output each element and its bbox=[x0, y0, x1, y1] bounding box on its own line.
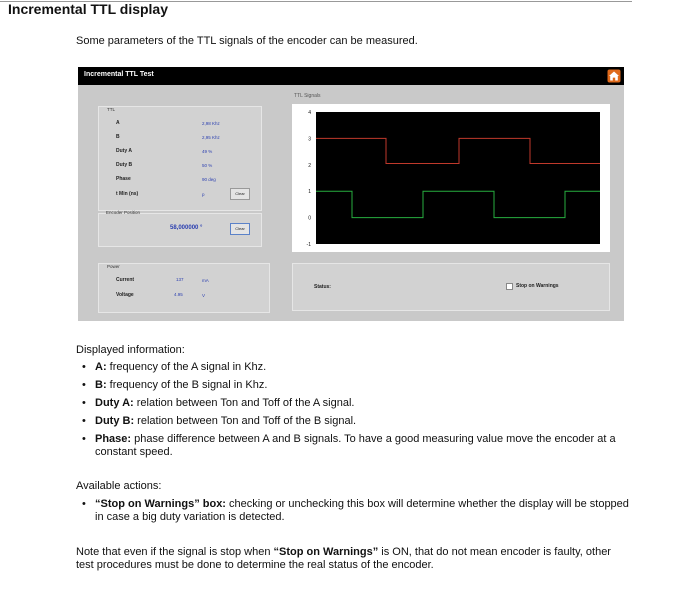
power-group-label: Power bbox=[107, 264, 120, 269]
signals-svg bbox=[292, 104, 610, 252]
info-item-term: B: bbox=[95, 379, 107, 391]
plot-area bbox=[316, 112, 600, 244]
intro-text: Some parameters of the TTL signals of the encoder can be measured. bbox=[76, 35, 418, 47]
displayed-info-list bbox=[76, 361, 631, 464]
info-item-term: A: bbox=[95, 361, 107, 373]
ttl-row-label: B bbox=[116, 134, 120, 140]
ttl-row-value: 2,98 Khz bbox=[202, 121, 220, 126]
info-item-desc: relation between Ton and Toff of the B signal. bbox=[134, 415, 357, 427]
ttl-row-label: A bbox=[116, 120, 120, 126]
info-item-term: Phase: bbox=[95, 433, 132, 445]
encoder-position-value: 58,000000 ° bbox=[170, 225, 203, 231]
note-before: Note that even if the signal is stop when bbox=[76, 546, 274, 558]
info-item-desc: frequency of the A signal in Khz. bbox=[106, 361, 267, 373]
y-tick-label: 3 bbox=[308, 136, 311, 143]
note-bold: “Stop on Warnings” bbox=[273, 546, 379, 558]
voltage-unit: V bbox=[202, 293, 206, 298]
stop-on-warnings-label[interactable]: Stop on Warnings bbox=[516, 283, 559, 289]
info-item-desc: phase difference between A and B signals. To have a good measuring value move the encoder at a constant speed. bbox=[95, 433, 616, 458]
y-tick-label: 1 bbox=[308, 189, 311, 196]
info-item-desc: relation between Ton and Toff of the A signal. bbox=[133, 397, 355, 409]
y-tick-label: -1 bbox=[306, 242, 311, 248]
ttl-test-screenshot bbox=[78, 67, 624, 321]
window-title: Incremental TTL Test bbox=[84, 71, 154, 78]
note-after: is ON, that do not mean encoder is faulty, other test procedures must be done to determine the real status of the encoder. bbox=[76, 546, 611, 571]
ttl-row-value: 49 % bbox=[202, 149, 213, 154]
available-actions-list bbox=[76, 498, 631, 529]
y-tick-label: 0 bbox=[308, 215, 311, 222]
stop-on-warnings-checkbox[interactable] bbox=[506, 283, 513, 290]
displayed-info-heading: Displayed information: bbox=[76, 344, 185, 356]
y-tick-label: 2 bbox=[308, 162, 311, 169]
signals-title: TTL Signals bbox=[294, 93, 321, 99]
current-label: Current bbox=[116, 277, 135, 283]
ttl-row-value: p bbox=[202, 192, 205, 197]
current-value: 137 bbox=[176, 277, 184, 282]
voltage-label: Voltage bbox=[116, 292, 134, 298]
ttl-row-value: 90 deg bbox=[202, 177, 216, 182]
ttl-row-label: t Min (ns) bbox=[116, 191, 139, 197]
info-item-term: Duty A: bbox=[95, 397, 134, 409]
clear-tmin-button[interactable]: Clear bbox=[230, 188, 250, 200]
info-item bbox=[76, 433, 631, 459]
action-item-term: “Stop on Warnings” box: bbox=[95, 498, 226, 510]
info-item bbox=[76, 361, 631, 374]
voltage-value: 4.95 bbox=[174, 292, 183, 297]
action-item-desc: checking or unchecking this box will determine whether the display will be stopped in case a big duty variation is detected. bbox=[95, 498, 629, 523]
window-titlebar bbox=[78, 67, 624, 85]
info-item-desc: frequency of the B signal in Khz. bbox=[106, 379, 268, 391]
status-label: Status: bbox=[314, 284, 331, 290]
note-text bbox=[76, 546, 631, 572]
home-icon[interactable] bbox=[607, 69, 621, 83]
y-tick-label: 4 bbox=[308, 110, 311, 116]
ttl-row-value: 50 % bbox=[202, 163, 213, 168]
ttl-row-label: Phase bbox=[116, 176, 131, 182]
power-group bbox=[98, 263, 270, 313]
available-actions-heading: Available actions: bbox=[76, 480, 162, 492]
ttl-row-label: Duty B bbox=[116, 162, 133, 168]
action-item bbox=[76, 498, 631, 524]
clear-encoder-button[interactable]: Clear bbox=[230, 223, 250, 235]
encoder-position-label: Encoder Position bbox=[106, 210, 141, 215]
section-heading: Incremental TTL display bbox=[8, 1, 169, 17]
ttl-row-label: Duty A bbox=[116, 148, 132, 154]
ttl-group-label: TTL bbox=[107, 107, 116, 112]
info-item-term: Duty B: bbox=[95, 415, 135, 427]
info-item bbox=[76, 415, 631, 428]
ttl-signals-plot bbox=[292, 104, 610, 252]
current-unit: mA bbox=[202, 278, 209, 283]
status-group bbox=[292, 263, 610, 311]
info-item bbox=[76, 397, 631, 410]
info-item bbox=[76, 379, 631, 392]
ttl-row-value: 2,95 Khz bbox=[202, 135, 220, 140]
